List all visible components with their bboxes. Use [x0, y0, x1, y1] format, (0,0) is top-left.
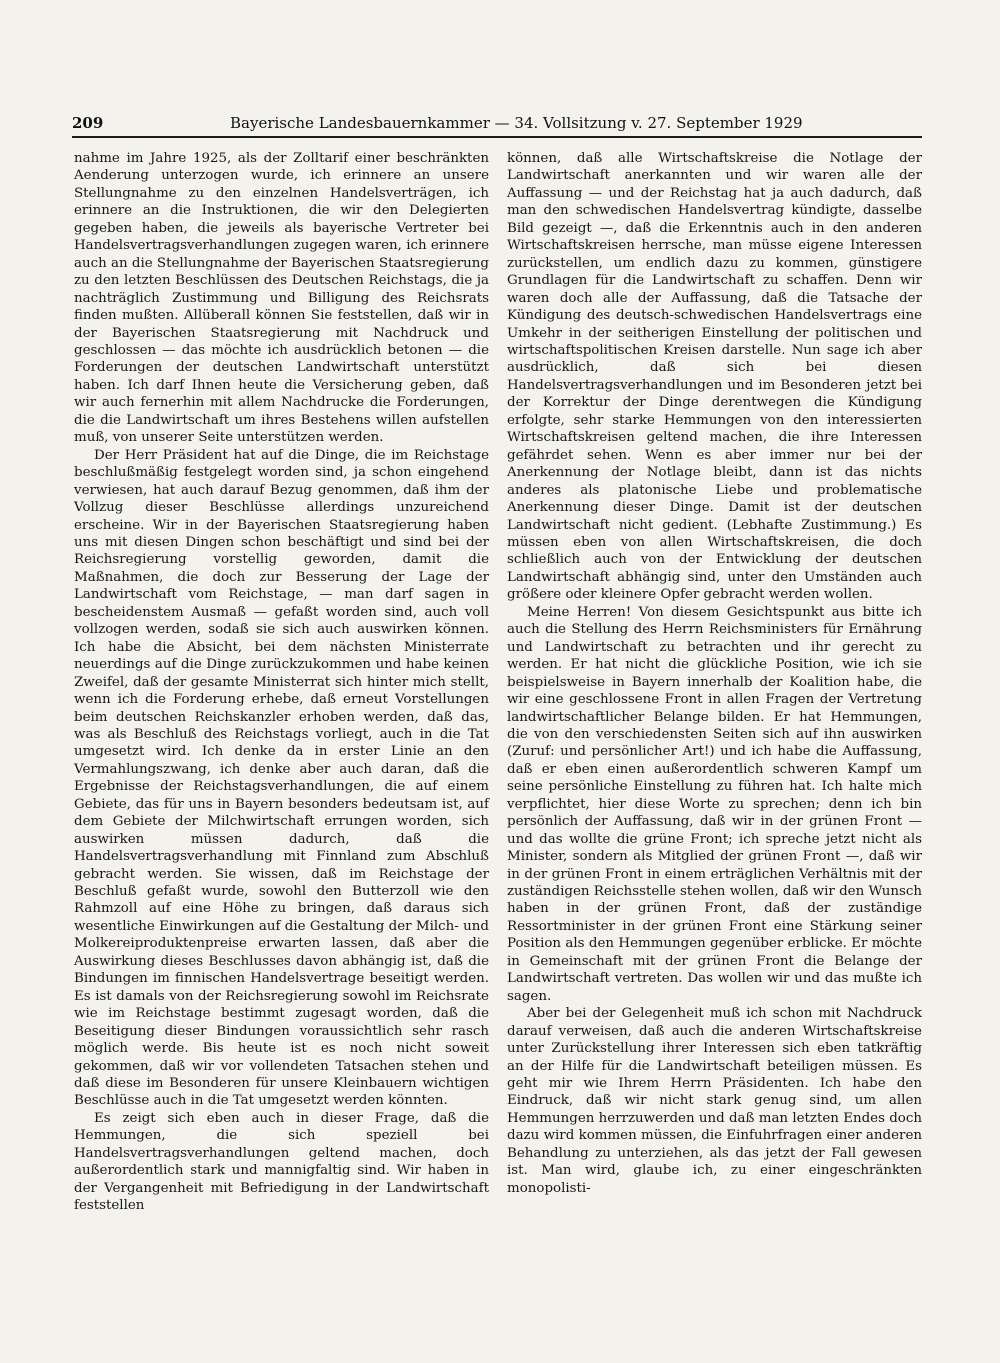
paragraph: Aber bei der Gelegenheit muß ich schon mit Nachdruck darauf verweisen, daß auch die anderen Wirtschaftskreise unter Zurückstellung ihrer Interessen sich eben tatkräftig an der Hilfe für die Landwirtschaft beteiligen müssen. Es geht mir wie Ihrem Herrn Präsidenten. Ich habe den Eindruck, daß wir nicht stark genug sind, um allen Hemmungen herrzuwerden und daß man letzten Endes doch dazu wird kommen müssen, die Einfuhrfragen einer anderen Behandlung zu unterziehen, als das jetzt der Fall gewesen ist. Man wird, glaube ich, zu einer eingeschränkten monopolisti- — [507, 1006, 922, 1196]
left-column — [74, 150, 489, 1215]
page-header — [72, 114, 922, 138]
right-column — [507, 150, 922, 1197]
paragraph: Der Herr Präsident hat auf die Dinge, die im Reichstage beschlußmäßig festgelegt worden sind, ja schon eingehend verwiesen, hat auch darauf Bezug genommen, daß ihm der Vollzug dieser Beschlüsse allerdings unzureichend erscheine. Wir in der Bayerischen Staatsregierung haben uns mit diesen Dingen schon beschäftigt und sind bei der Reichsregierung vorstellig geworden, damit die Maßnahmen, die doch zur Besserung der Lage der Landwirtschaft vom Reichstage, — man darf sagen in bescheidenstem Ausmaß — gefaßt worden sind, auch voll vollzogen werden, sodaß sie sich auch auswirken können. Ich habe die Absicht, bei dem nächsten Ministerrate neuerdings auf die Dinge zurückzukommen und habe keinen Zweifel, daß der gesamte Ministerrat sich hinter mich stellt, wenn ich die Forderung erhebe, daß erneut Vorstellungen beim deutschen Reichskanzler erhoben werden, daß das, was als Beschluß des Reichstags vorliegt, auch in die Tat umgesetzt wird. Ich denke da in erster Linie an den Vermahlungszwang, ich denke aber auch daran, daß die Ergebnisse der Reichstagsverhandlungen, die auf einem Gebiete, das für uns in Bayern besonders bedeutsam ist, auf dem Gebiete der Milchwirtschaft errungen worden, sich auswirken müssen dadurch, daß die Handelsvertragsverhandlung mit Finnland zum Abschluß gebracht werden. Sie wissen, daß im Reichstage der Beschluß gefaßt wurde, sowohl den Butterzoll wie den Rahmzoll auf eine Höhe zu bringen, daß daraus sich wesentliche Einwirkungen auf die Gestaltung der Milch- und Molkereiproduktenpreise erwarten lassen, daß aber die Auswirkung dieses Beschlusses davon abhängig ist, daß die Bindungen im finnischen Handelsvertrage beseitigt werden. Es ist damals von der Reichsregierung sowohl im Reichsrate wie im Reichstage bestimmt zugesagt worden, daß die Beseitigung dieser Bindungen voraussichtlich sehr rasch möglich werde. Bis heute ist es noch nicht soweit gekommen, daß wir vor vollendeten Tatsachen stehen und daß diese im Besonderen für unsere Kleinbauern wichtigen Beschlüsse auch in die Tat umgesetzt werden könnten. — [74, 447, 489, 1109]
running-title: Bayerische Landesbauernkammer — 34. Vollsitzung v. 27. September 1929 — [230, 114, 803, 132]
page-number: 209 — [72, 114, 104, 132]
paragraph: nahme im Jahre 1925, als der Zolltarif einer beschränkten Aenderung unterzogen wurde, ich erinnere an unsere Stellungnahme zu den einzelnen Handelsverträgen, ich erinnere an die Instruktionen, die wir den Delegierten gegeben haben, die jeweils als bayerische Vertreter bei Handelsvertragsverhandlungen zugegen waren, ich erinnere auch an die Stellungnahme der Bayerischen Staatsregierung zu den letzten Beschlüssen des Deutschen Reichstags, die ja nachträglich Zustimmung und Billigung des Reichsrats finden mußten. Allüberall können Sie feststellen, daß wir in der Bayerischen Staatsregierung mit Nachdruck und geschlossen — das möchte ich ausdrücklich betonen — die Forderungen der deutschen Landwirtschaft unterstützt haben. Ich darf Ihnen heute die Versicherung geben, daß wir auch fernerhin mit allem Nachdrucke die Forderungen, die die Landwirtschaft um ihres Bestehens willen aufstellen muß, von unserer Seite unterstützen werden. — [74, 151, 489, 446]
paragraph: Es zeigt sich eben auch in dieser Frage, daß die Hemmungen, die sich speziell bei Handelsvertragsverhandlungen geltend machen, doch außerordentlich stark und mannigfaltig sind. Wir haben in der Vergangenheit mit Befriedigung in der Landwirtschaft feststellen — [74, 1110, 489, 1214]
paragraph: Meine Herren! Von diesem Gesichtspunkt aus bitte ich auch die Stellung des Herrn Reichsministers für Ernährung und Landwirtschaft zu betrachten und ihr gerecht zu werden. Er hat nicht die glückliche Position, wie ich sie beispielsweise in Bayern innerhalb der Koalition habe, die wir eine geschlossene Front in allen Fragen der Vertretung landwirtschaftlicher Belange bilden. Er hat Hemmungen, die von den verschiedensten Seiten sich auf ihn auswirken (Zuruf: und persönlicher Art!) und ich habe die Auffassung, daß er eben einen außerordentlich schweren Kampf um seine persönliche Einstellung zu führen hat. Ich halte mich verpflichtet, hier diese Worte zu sprechen; denn ich bin persönlich der Auffassung, daß wir in der grünen Front — und das wollte die grüne Front; ich spreche jetzt nicht als Minister, sondern als Mitglied der grünen Front —, daß wir in der grünen Front in einem erträglichen Verhältnis mit der zuständigen Reichsstelle stehen wollen, daß wir den Wunsch haben in der grünen Front, daß der zuständige Ressortminister in der grünen Front eine Stärkung seiner Position als den Hemmungen gegenüber erblicke. Er möchte in Gemeinschaft mit der grünen Front die Belange der Landwirtschaft vertreten. Das wollen wir und das mußte ich sagen. — [507, 604, 922, 1004]
paragraph: können, daß alle Wirtschaftskreise die Notlage der Landwirtschaft anerkannten und wir waren alle der Auffassung — und der Reichstag hat ja auch dadurch, daß man den schwedischen Handelsvertrag kündigte, dasselbe Bild gezeigt —, daß die Erkenntnis auch in den anderen Wirtschaftskreisen herrsche, man müsse eigene Interessen zurückstellen, um endlich dazu zu kommen, günstigere Grundlagen für die Landwirtschaft zu schaffen. Denn wir waren doch alle der Auffassung, daß die Tatsache der Kündigung des deutsch-schwedischen Handelsvertrags eine Umkehr in der seitherigen Einstellung der politischen und wirtschaftspolitischen Kreisen darstelle. Nun sage ich aber ausdrücklich, daß sich bei diesen Handelsvertragsverhandlungen und im Besonderen jetzt bei der Korrektur der Dinge derentwegen die Kündigung erfolgte, sehr starke Hemmungen von den interessierten Wirtschaftskreisen geltend machen, die ihre Interessen gefährdet sehen. Wenn es aber immer nur bei der Anerkennung der Notlage bleibt, dann ist das nichts anderes als platonische Liebe und problematische Anerkennung dieser Dinge. Damit ist der deutschen Landwirtschaft nicht gedient. (Lebhafte Zustimmung.) Es müssen eben von allen Wirtschaftskreisen, die doch schließlich auch von der Entwicklung der deutschen Landwirtschaft abhängig sind, unter den Umständen auch größere oder kleinere Opfer gebracht werden wollen. — [507, 151, 922, 603]
